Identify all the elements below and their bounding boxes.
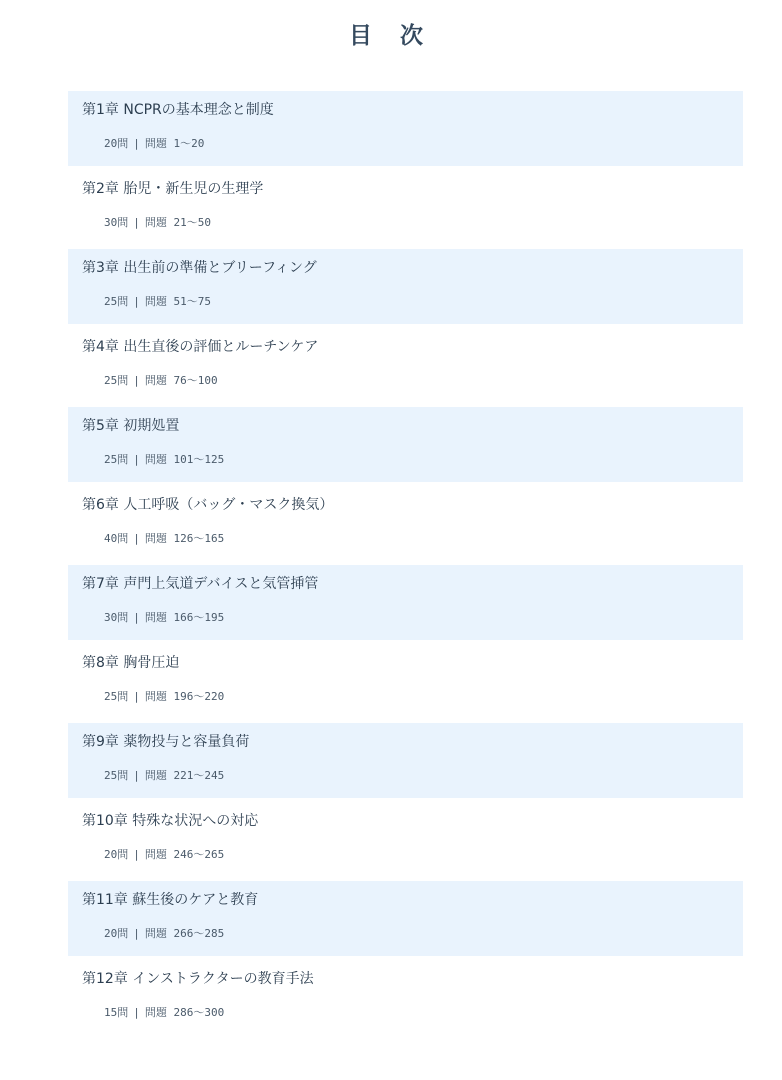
question-range: 問題 1〜20 [144,137,205,150]
chapter-title: 第7章 声門上気道デバイスと気管挿管 [82,576,319,592]
toc-item-5[interactable] [68,407,743,482]
question-range: 問題 221〜245 [144,769,225,782]
chapter-title: 第11章 蘇生後のケアと教育 [82,892,259,908]
separator: | [133,532,140,545]
toc-item-8[interactable] [68,644,743,719]
question-range: 問題 166〜195 [144,611,225,624]
question-count: 25問 [104,690,129,703]
toc-item-11[interactable] [68,881,743,956]
question-range: 問題 101〜125 [144,453,225,466]
chapter-title: 第1章 NCPRの基本理念と制度 [82,102,274,118]
toc-item-9[interactable] [68,723,743,798]
chapter-meta [104,768,224,784]
toc-list [68,91,743,1039]
chapter-meta [104,847,224,863]
chapter-title: 第6章 人工呼吸（バッグ・マスク換気） [82,497,334,513]
separator: | [133,374,140,387]
separator: | [133,611,140,624]
question-range: 問題 266〜285 [144,927,225,940]
question-range: 問題 246〜265 [144,848,225,861]
question-count: 25問 [104,453,129,466]
chapter-meta [104,215,211,231]
question-count: 25問 [104,769,129,782]
toc-item-3[interactable] [68,249,743,324]
chapter-meta [104,926,224,942]
question-count: 30問 [104,611,129,624]
separator: | [133,453,140,466]
separator: | [133,927,140,940]
chapter-title: 第2章 胎児・新生児の生理学 [82,181,264,197]
question-count: 15問 [104,1006,129,1019]
chapter-meta [104,531,224,547]
question-count: 25問 [104,374,129,387]
question-range: 問題 126〜165 [144,532,225,545]
question-count: 25問 [104,295,129,308]
question-count: 20問 [104,848,129,861]
separator: | [133,769,140,782]
separator: | [133,848,140,861]
page-title: 目 次 [348,23,433,49]
toc-item-2[interactable] [68,170,743,245]
toc-item-12[interactable] [68,960,743,1035]
separator: | [133,1006,140,1019]
toc-item-6[interactable] [68,486,743,561]
chapter-title: 第3章 出生前の準備とブリーフィング [82,260,317,276]
chapter-title: 第4章 出生直後の評価とルーチンケア [82,339,319,355]
chapter-meta [104,610,224,626]
question-count: 20問 [104,927,129,940]
toc-item-7[interactable] [68,565,743,640]
separator: | [133,295,140,308]
chapter-title: 第10章 特殊な状況への対応 [82,813,259,829]
chapter-meta [104,452,224,468]
chapter-title: 第12章 インストラクターの教育手法 [82,971,314,987]
toc-item-10[interactable] [68,802,743,877]
chapter-meta [104,136,204,152]
question-range: 問題 21〜50 [144,216,211,229]
chapter-meta [104,689,224,705]
separator: | [133,216,140,229]
question-count: 20問 [104,137,129,150]
chapter-title: 第5章 初期処置 [82,418,180,434]
question-range: 問題 286〜300 [144,1006,225,1019]
chapter-meta [104,373,218,389]
question-range: 問題 196〜220 [144,690,225,703]
question-count: 40問 [104,532,129,545]
separator: | [133,137,140,150]
chapter-title: 第9章 薬物投与と容量負荷 [82,734,250,750]
question-count: 30問 [104,216,129,229]
chapter-meta [104,294,211,310]
chapter-meta [104,1005,224,1021]
toc-item-4[interactable] [68,328,743,403]
question-range: 問題 76〜100 [144,374,218,387]
separator: | [133,690,140,703]
chapter-title: 第8章 胸骨圧迫 [82,655,180,671]
toc-item-1[interactable] [68,91,743,166]
question-range: 問題 51〜75 [144,295,211,308]
